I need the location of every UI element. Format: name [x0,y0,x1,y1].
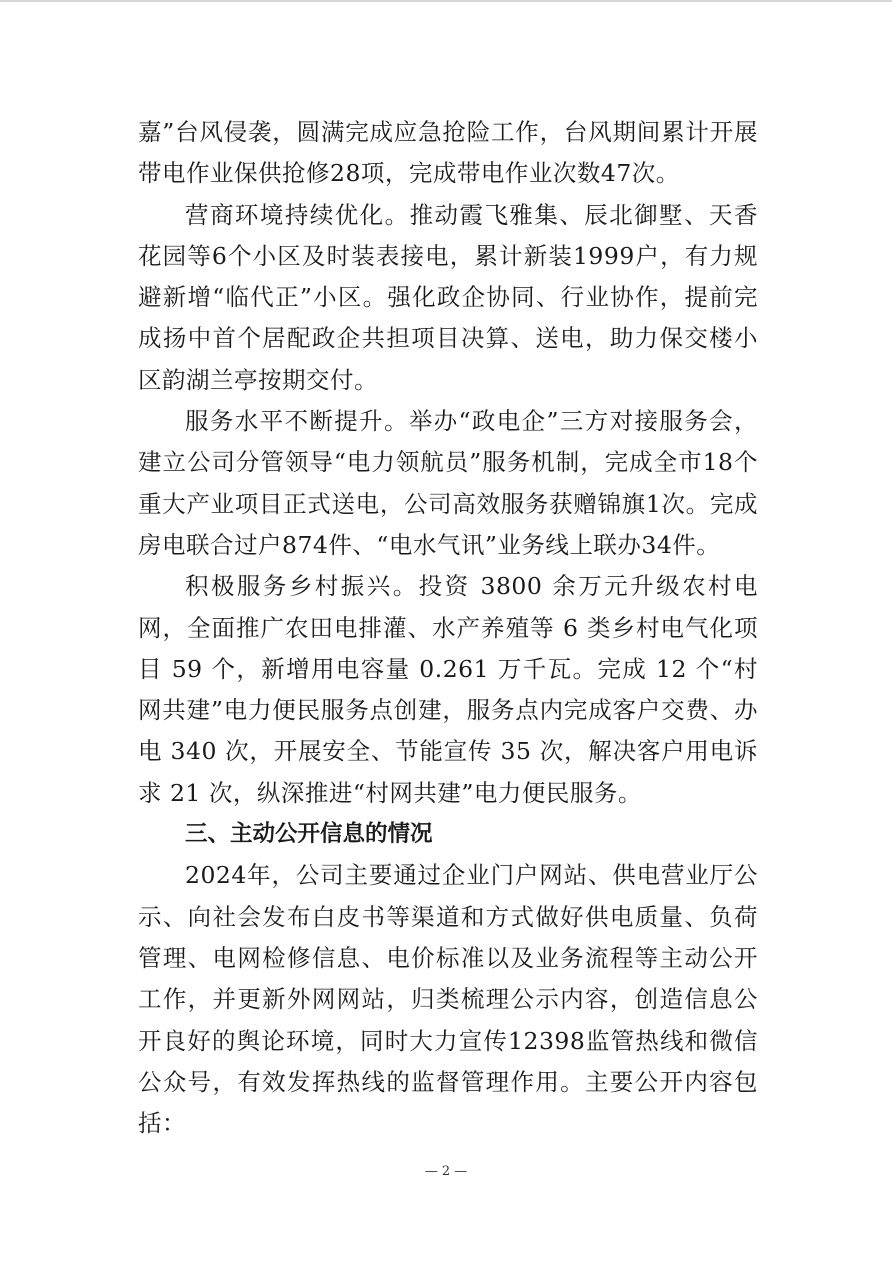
paragraph-rural-revitalization: 积极服务乡村振兴。投资 3800 余万元升级农村电网，全面推广农田电排灌、水产养殖等 6 类乡村电气化项目 59 个，新增用电容量 0.261 万千瓦。完成 12 个“村网共建”电力便民服务点创建，服务点内完成客户交费、办电 340 次，开展安全、节能宣传 35 次，解决客户用电诉求 21 次，纵深推进“村网共建”电力便民服务。 [138,572,758,807]
paragraph-typhoon-repair: 嘉”台风侵袭，圆满完成应急抢险工作，台风期间累计开展带电作业保供抢修28项，完成带电作业次数47次。 [138,118,758,188]
page-number: — 2 — [424,1164,468,1179]
paragraph-service-level: 服务水平不断提升。举办“政电企”三方对接服务会，建立公司分管领导“电力领航员”服务机制，完成全市18个重大产业项目正式送电，公司高效服务获赠锦旗1次。完成房电联合过户874件、“电水气讯”业务线上联办34件。 [138,407,758,559]
section-heading-disclosure: 三、主动公开信息的情况 [185,821,433,848]
top-border-line [0,0,892,2]
document-page-body [138,112,758,1144]
paragraph-disclosure-2024: 2024年，公司主要通过企业门户网站、供电营业厅公示、向社会发布白皮书等渠道和方式做好供电质量、负荷管理、电网检修信息、电价标准以及业务流程等主动公开工作，并更新外网网站，归类梳理公示内容，创造信息公开良好的舆论环境，同时大力宣传12398监管热线和微信公众号，有效发挥热线的监督管理作用。主要公开内容包括： [138,861,758,1138]
paragraph-business-environment: 营商环境持续优化。推动霞飞雅集、辰北御墅、天香花园等6个小区及时装表接电，累计新装1999户，有力规避新增“临代正”小区。强化政企协同、行业协作，提前完成扬中首个居配政企共担项目决算、送电，助力保交楼小区韵湖兰亭按期交付。 [138,200,758,394]
